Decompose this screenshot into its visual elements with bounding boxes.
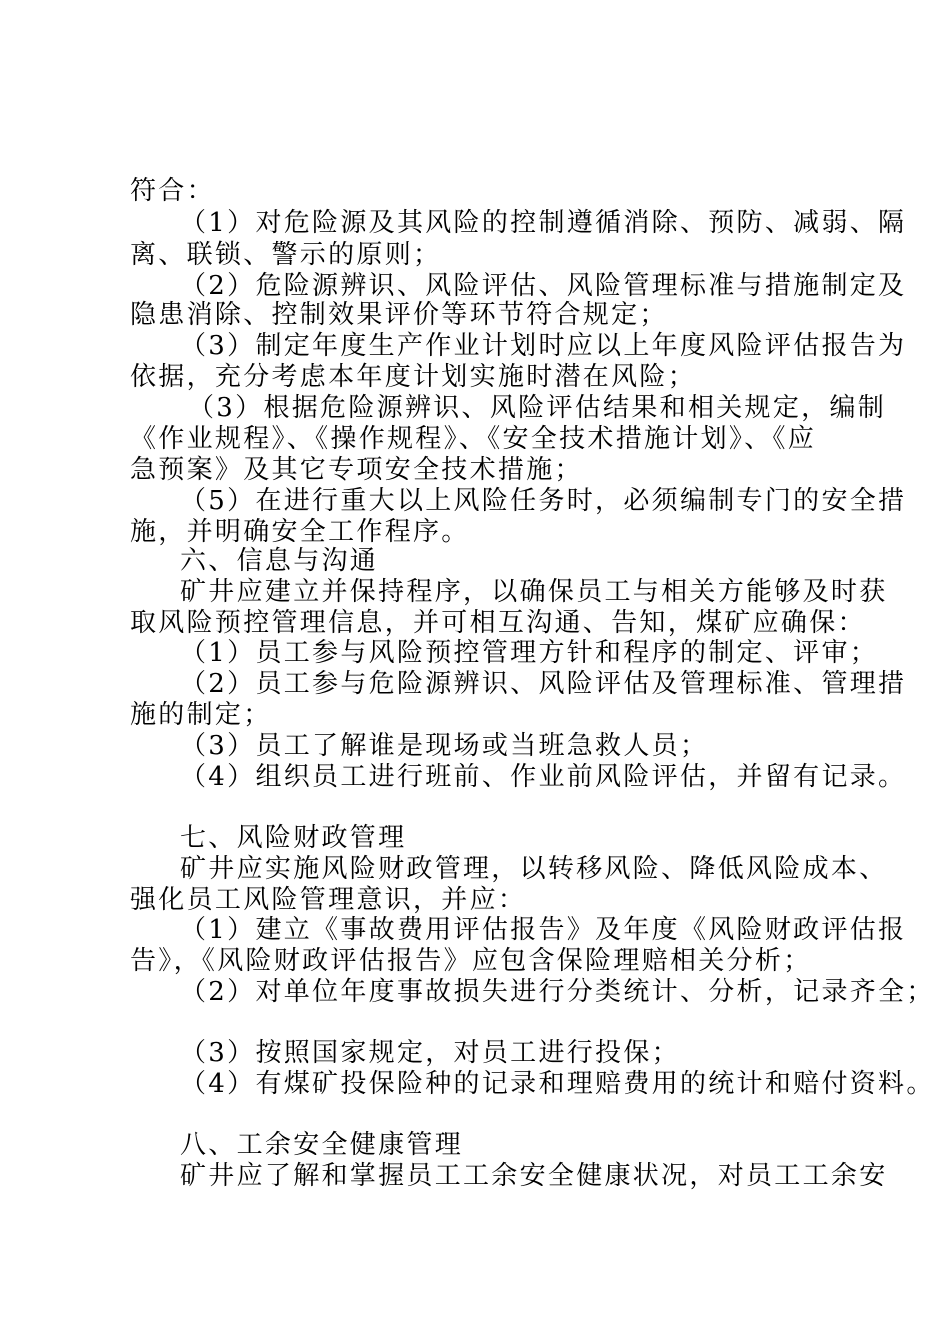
text-line: 急预案》及其它专项安全技术措施；	[130, 455, 583, 485]
text-line: 《作业规程》、《操作规程》、《安全技术措施计划》、《应	[130, 424, 817, 454]
text-line: 施的制定；	[130, 700, 272, 730]
text-line: （3）员工了解谁是现场或当班急救人员；	[180, 731, 709, 761]
text-line: 告》，《风险财政评估报告》应包含保险理赔相关分析；	[130, 946, 812, 976]
section-heading: 八、工余安全健康管理	[180, 1130, 464, 1160]
text-line: 矿井应实施风险财政管理，以转移风险、降低风险成本、	[180, 854, 888, 884]
text-line: 强化员工风险管理意识，并应：	[130, 885, 527, 915]
text-line: 依据，充分考虑本年度计划实施时潜在风险；	[130, 362, 697, 392]
text-line: 矿井应了解和掌握员工工余安全健康状况，对员工工余安	[180, 1161, 888, 1191]
section-heading: 六、信息与沟通	[180, 546, 379, 576]
text-line: （4）有煤矿投保险种的记录和理赔费用的统计和赔付资料。	[180, 1069, 935, 1099]
text-line: 取风险预控管理信息，并可相互沟通、告知，煤矿应确保：	[130, 608, 866, 638]
text-line: 矿井应建立并保持程序，以确保员工与相关方能够及时获	[180, 577, 888, 607]
text-line: （2）对单位年度事故损失进行分类统计、分析，记录齐全；	[180, 977, 935, 1007]
section-heading: 七、风险财政管理	[180, 823, 407, 853]
text-line: 符合：	[130, 176, 215, 206]
text-line: （3）根据危险源辨识、风险评估结果和相关规定，编制	[188, 393, 887, 423]
text-line: （3）制定年度生产作业计划时应以上年度风险评估报告为	[180, 331, 907, 361]
text-line: （3）按照国家规定，对员工进行投保；	[180, 1038, 680, 1068]
text-line: （2）员工参与危险源辨识、风险评估及管理标准、管理措	[180, 669, 907, 699]
text-line: （2）危险源辨识、风险评估、风险管理标准与措施制定及	[180, 271, 907, 301]
text-line: 隐患消除、控制效果评价等环节符合规定；	[130, 300, 668, 330]
text-line: （1）员工参与风险预控管理方针和程序的制定、评审；	[180, 638, 879, 668]
text-line: （1）对危险源及其风险的控制遵循消除、预防、减弱、隔	[180, 208, 907, 238]
text-line: （1）建立《事故费用评估报告》及年度《风险财政评估报	[180, 915, 907, 945]
text-line: 施，并明确安全工作程序。	[130, 517, 470, 547]
text-line: 离、联锁、警示的原则；	[130, 240, 442, 270]
text-line: （4）组织员工进行班前、作业前风险评估，并留有记录。	[180, 762, 907, 792]
text-line: （5）在进行重大以上风险任务时，必须编制专门的安全措	[180, 486, 907, 516]
